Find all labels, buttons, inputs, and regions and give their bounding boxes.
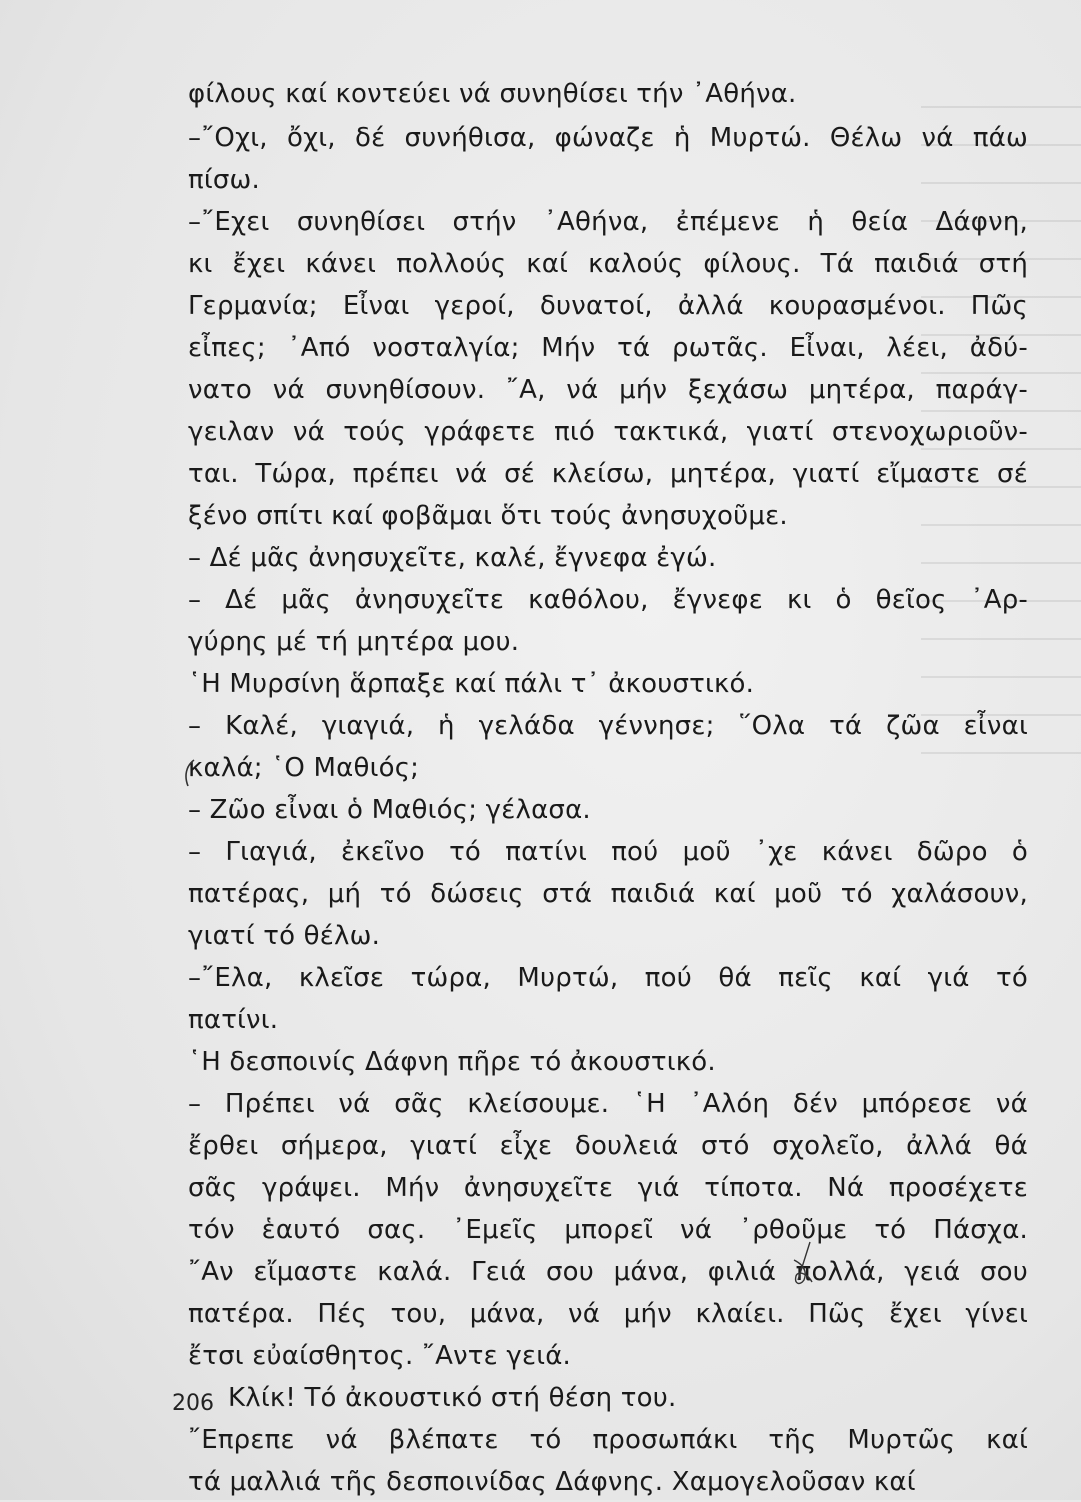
text-line: γύρης μέ τή μητέρα μου. [188, 627, 520, 657]
text-line: καλά; ῾Ο Μαθιός; [188, 753, 420, 783]
text-line: τά μαλλιά τῆς δεσποινίδας Δάφνης. Χαμογελοῦσαν καί [188, 1467, 916, 1497]
text-line: ῾Η Μυρσίνη ἅρπαξε καί πάλι τ᾿ ἀκουστικό. [188, 669, 755, 699]
text-line: νατο νά συνηθίσουν. ῎Α, νά μήν ξεχάσω μητέρα, παράγ- [188, 375, 1028, 405]
text-line: ται. Τώρα, πρέπει νά σέ κλείσω, μητέρα, γιατί εἴμαστε σέ [188, 459, 1028, 489]
text-line: – Πρέπει νά σᾶς κλείσουμε. ῾Η ᾿Αλόη δέν μπόρεσε νά [188, 1089, 1028, 1119]
text-line: –῎Ελα, κλεῖσε τώρα, Μυρτώ, πού θά πεῖς καί γιά τό [188, 963, 1028, 993]
text-line: εἶπες; ᾿Από νοσταλγία; Μήν τά ρωτᾶς. Εἶναι, λέει, ἀδύ- [188, 333, 1028, 363]
text-line: γιατί τό θέλω. [188, 921, 381, 951]
text-line: ῎Αν εἴμαστε καλά. Γειά σου μάνα, φιλιά πολλά, γειά σου [188, 1257, 1028, 1287]
text-line: ῾Η δεσποινίς Δάφνη πῆρε τό ἀκουστικό. [188, 1047, 716, 1077]
pen-mark-icon [182, 758, 196, 788]
text-line: – Καλέ, γιαγιά, ἡ γελάδα γέννησε; ῞Ολα τά ζῶα εἶναι [188, 711, 1028, 741]
text-line: – Γιαγιά, ἐκεῖνο τό πατίνι πού μοῦ ᾿χε κάνει δῶρο ὁ [188, 837, 1028, 867]
text-line: – Δέ μᾶς ἀνησυχεῖτε, καλέ, ἔγνεφα ἐγώ. [188, 543, 717, 573]
text-line: πατίνι. [188, 1005, 279, 1035]
text-line: ῎Επρεπε νά βλέπατε τό προσωπάκι τῆς Μυρτῶς καί [188, 1425, 1028, 1455]
text-line: τόν ἑαυτό σας. ᾿Εμεῖς μπορεῖ νά ᾿ρθοῦμε τό Πάσχα. [188, 1215, 1028, 1245]
text-line: κι ἔχει κάνει πολλούς καί καλούς φίλους. Τά παιδιά στή [188, 249, 1028, 279]
scribble-mark-icon [788, 1240, 818, 1290]
text-line: πατέρας, μή τό δώσεις στά παιδιά καί μοῦ τό χαλάσουν, [188, 879, 1028, 909]
text-line: ἔτσι εὐαίσθητος. ῎Αντε γειά. [188, 1341, 572, 1371]
text-line: πίσω. [188, 165, 260, 195]
text-line: ξένο σπίτι καί φοβᾶμαι ὅτι τούς ἀνησυχοῦμε. [188, 501, 788, 531]
text-line: –῎Οχι, ὄχι, δέ συνήθισα, φώναζε ἡ Μυρτώ. Θέλω νά πάω [188, 123, 1028, 153]
text-line: πατέρα. Πές του, μάνα, νά μήν κλαίει. Πῶς ἔχει γίνει [188, 1299, 1028, 1329]
page-number: 206 [172, 1391, 214, 1416]
text-line: – Δέ μᾶς ἀνησυχεῖτε καθόλου, ἔγνεφε κι ὁ θεῖος ᾿Αρ- [188, 585, 1028, 615]
text-line: σᾶς γράψει. Μήν ἀνησυχεῖτε γιά τίποτα. Νά προσέχετε [188, 1173, 1028, 1203]
text-line: – Ζῶο εἶναι ὁ Μαθιός; γέλασα. [188, 795, 591, 825]
text-line: γειλαν νά τούς γράφετε πιό τακτικά, γιατί στενοχωριοῦν- [188, 417, 1028, 447]
text-line: –῎Εχει συνηθίσει στήν ᾿Αθήνα, ἐπέμενε ἡ θεία Δάφνη, [188, 207, 1028, 237]
text-line: φίλους καί κοντεύει νά συνηθίσει τήν ᾿Αθήνα. [188, 79, 797, 109]
text-line: ἔρθει σήμερα, γιατί εἶχε δουλειά στό σχολεῖο, ἀλλά θά [188, 1131, 1028, 1161]
text-line: Κλίκ! Τό ἀκουστικό στή θέση του. [228, 1383, 677, 1413]
text-line: Γερμανία; Εἶναι γεροί, δυνατοί, ἀλλά κουρασμένοι. Πῶς [188, 291, 1028, 321]
